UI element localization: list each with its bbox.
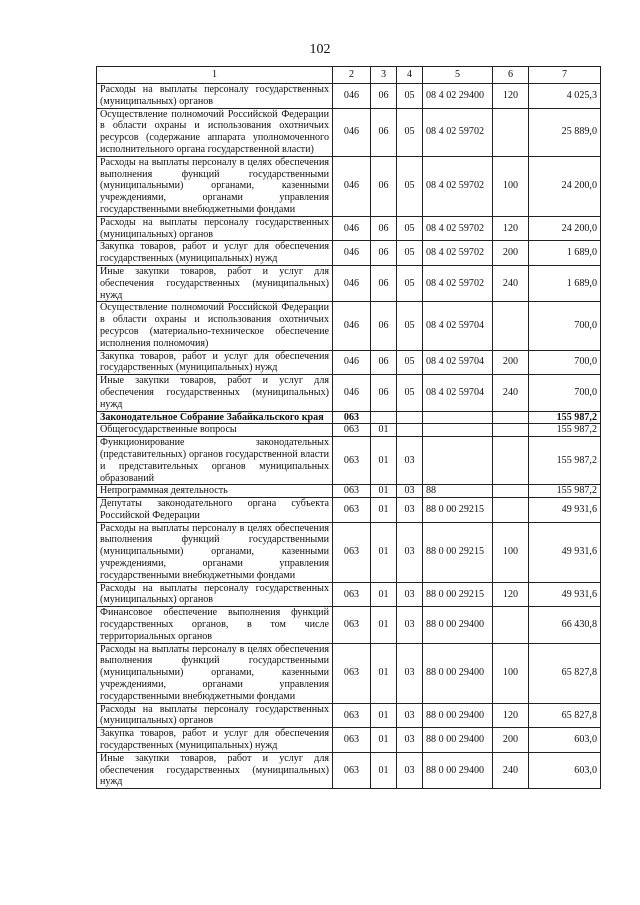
row-amount-cell: 24 200,0 <box>529 156 601 216</box>
row-expense-type-cell: 200 <box>493 241 529 266</box>
row-target-article-cell: 88 0 00 29400 <box>423 728 493 753</box>
row-name-cell: Закупка товаров, работ и услуг для обеспечения государственных (муниципальных) нужд <box>97 241 333 266</box>
row-expense-type-cell: 100 <box>493 522 529 582</box>
row-grbs-cell: 063 <box>333 643 371 703</box>
row-amount-cell: 603,0 <box>529 728 601 753</box>
row-target-article-cell: 08 4 02 59702 <box>423 216 493 241</box>
header-cell: 1 <box>97 67 333 84</box>
row-subsection-cell: 05 <box>397 156 423 216</box>
row-section-cell: 06 <box>371 350 397 375</box>
row-name-cell: Законодательное Собрание Забайкальского края <box>97 411 333 424</box>
row-target-article-cell: 08 4 02 59702 <box>423 156 493 216</box>
row-target-article-cell <box>423 437 493 485</box>
header-cell: 6 <box>493 67 529 84</box>
row-subsection-cell <box>397 411 423 424</box>
row-amount-cell: 25 889,0 <box>529 108 601 156</box>
row-expense-type-cell: 120 <box>493 582 529 607</box>
row-expense-type-cell <box>493 302 529 350</box>
row-subsection-cell: 03 <box>397 437 423 485</box>
row-name-cell: Общегосударственные вопросы <box>97 424 333 437</box>
row-target-article-cell: 88 0 00 29400 <box>423 703 493 728</box>
row-section-cell: 06 <box>371 265 397 301</box>
row-name-cell: Непрограммная деятельность <box>97 485 333 498</box>
row-subsection-cell: 03 <box>397 522 423 582</box>
table-row <box>97 728 601 753</box>
row-grbs-cell: 063 <box>333 582 371 607</box>
row-amount-cell: 65 827,8 <box>529 703 601 728</box>
row-target-article-cell: 08 4 02 59702 <box>423 265 493 301</box>
row-expense-type-cell: 200 <box>493 350 529 375</box>
row-expense-type-cell <box>493 411 529 424</box>
row-amount-cell: 4 025,3 <box>529 84 601 109</box>
header-cell: 7 <box>529 67 601 84</box>
table-row <box>97 485 601 498</box>
row-grbs-cell: 046 <box>333 350 371 375</box>
row-section-cell: 06 <box>371 156 397 216</box>
row-amount-cell: 1 689,0 <box>529 241 601 266</box>
row-section-cell: 01 <box>371 485 397 498</box>
row-expense-type-cell: 120 <box>493 84 529 109</box>
table-row <box>97 216 601 241</box>
table-row <box>97 84 601 109</box>
row-subsection-cell: 03 <box>397 485 423 498</box>
row-expense-type-cell: 200 <box>493 728 529 753</box>
row-subsection-cell: 05 <box>397 216 423 241</box>
row-name-cell: Расходы на выплаты персоналу в целях обеспечения выполнения функций государственными (муниципальными) органами, казенными учреждениями, органами управления государственными внебюджетными фондами <box>97 156 333 216</box>
table-row <box>97 156 601 216</box>
table-row <box>97 522 601 582</box>
row-section-cell: 06 <box>371 375 397 411</box>
row-section-cell: 01 <box>371 607 397 643</box>
row-amount-cell: 49 931,6 <box>529 522 601 582</box>
row-grbs-cell: 063 <box>333 498 371 523</box>
row-amount-cell: 155 987,2 <box>529 437 601 485</box>
table-row <box>97 607 601 643</box>
row-expense-type-cell: 240 <box>493 752 529 788</box>
table-row <box>97 411 601 424</box>
row-amount-cell: 700,0 <box>529 350 601 375</box>
row-name-cell: Функционирование законодательных (представительных) органов государственной власти и представительных органов муниципальных образований <box>97 437 333 485</box>
row-expense-type-cell: 240 <box>493 375 529 411</box>
header-cell: 3 <box>371 67 397 84</box>
row-amount-cell: 700,0 <box>529 302 601 350</box>
row-name-cell: Иные закупки товаров, работ и услуг для обеспечения государственных (муниципальных) нужд <box>97 265 333 301</box>
row-name-cell: Расходы на выплаты персоналу государственных (муниципальных) органов <box>97 84 333 109</box>
row-grbs-cell: 063 <box>333 728 371 753</box>
table-row <box>97 424 601 437</box>
row-grbs-cell: 063 <box>333 703 371 728</box>
row-section-cell: 01 <box>371 643 397 703</box>
row-expense-type-cell <box>493 108 529 156</box>
row-subsection-cell: 05 <box>397 84 423 109</box>
row-target-article-cell: 88 0 00 29215 <box>423 498 493 523</box>
row-grbs-cell: 046 <box>333 84 371 109</box>
row-amount-cell: 155 987,2 <box>529 424 601 437</box>
row-target-article-cell: 08 4 02 59702 <box>423 108 493 156</box>
row-amount-cell: 65 827,8 <box>529 643 601 703</box>
row-amount-cell: 66 430,8 <box>529 607 601 643</box>
row-subsection-cell: 05 <box>397 302 423 350</box>
row-target-article-cell: 08 4 02 29400 <box>423 84 493 109</box>
row-target-article-cell: 88 0 00 29400 <box>423 752 493 788</box>
row-section-cell: 06 <box>371 241 397 266</box>
row-subsection-cell: 03 <box>397 728 423 753</box>
header-cell: 2 <box>333 67 371 84</box>
row-subsection-cell: 03 <box>397 643 423 703</box>
row-grbs-cell: 063 <box>333 485 371 498</box>
row-target-article-cell: 08 4 02 59704 <box>423 350 493 375</box>
row-amount-cell: 1 689,0 <box>529 265 601 301</box>
row-amount-cell: 700,0 <box>529 375 601 411</box>
row-grbs-cell: 063 <box>333 522 371 582</box>
row-grbs-cell: 046 <box>333 241 371 266</box>
row-amount-cell: 603,0 <box>529 752 601 788</box>
row-name-cell: Расходы на выплаты персоналу государственных (муниципальных) органов <box>97 216 333 241</box>
row-section-cell: 01 <box>371 752 397 788</box>
row-target-article-cell: 88 0 00 29215 <box>423 522 493 582</box>
row-target-article-cell: 88 <box>423 485 493 498</box>
table-row <box>97 265 601 301</box>
table-row <box>97 350 601 375</box>
row-target-article-cell <box>423 424 493 437</box>
row-section-cell: 01 <box>371 437 397 485</box>
table-row <box>97 375 601 411</box>
row-name-cell: Закупка товаров, работ и услуг для обеспечения государственных (муниципальных) нужд <box>97 350 333 375</box>
row-name-cell: Финансовое обеспечение выполнения функций государственных органов, в том числе территориальных органов <box>97 607 333 643</box>
row-section-cell <box>371 411 397 424</box>
row-target-article-cell: 08 4 02 59704 <box>423 302 493 350</box>
row-subsection-cell: 05 <box>397 375 423 411</box>
table-row <box>97 302 601 350</box>
table-row <box>97 752 601 788</box>
row-subsection-cell: 05 <box>397 241 423 266</box>
row-subsection-cell: 03 <box>397 752 423 788</box>
row-target-article-cell: 88 0 00 29400 <box>423 643 493 703</box>
row-grbs-cell: 063 <box>333 752 371 788</box>
row-name-cell: Закупка товаров, работ и услуг для обеспечения государственных (муниципальных) нужд <box>97 728 333 753</box>
row-section-cell: 01 <box>371 728 397 753</box>
row-name-cell: Расходы на выплаты персоналу государственных (муниципальных) органов <box>97 582 333 607</box>
row-section-cell: 01 <box>371 424 397 437</box>
row-subsection-cell: 05 <box>397 265 423 301</box>
row-target-article-cell: 88 0 00 29400 <box>423 607 493 643</box>
row-section-cell: 06 <box>371 108 397 156</box>
row-name-cell: Расходы на выплаты персоналу государственных (муниципальных) органов <box>97 703 333 728</box>
table-row <box>97 437 601 485</box>
row-section-cell: 06 <box>371 84 397 109</box>
row-target-article-cell: 88 0 00 29215 <box>423 582 493 607</box>
row-amount-cell: 155 987,2 <box>529 411 601 424</box>
row-grbs-cell: 063 <box>333 411 371 424</box>
row-grbs-cell: 046 <box>333 108 371 156</box>
row-amount-cell: 155 987,2 <box>529 485 601 498</box>
row-section-cell: 01 <box>371 522 397 582</box>
header-row <box>97 67 601 84</box>
row-name-cell: Депутаты законодательного органа субъекта Российской Федерации <box>97 498 333 523</box>
row-name-cell: Осуществление полномочий Российской Федерации в области охраны и использования охотничьих ресурсов (содержание аппарата уполномоченного исполнительного органа государственной власти) <box>97 108 333 156</box>
header-cell: 4 <box>397 67 423 84</box>
row-section-cell: 06 <box>371 302 397 350</box>
row-name-cell: Иные закупки товаров, работ и услуг для обеспечения государственных (муниципальных) нужд <box>97 752 333 788</box>
row-target-article-cell <box>423 411 493 424</box>
table-row <box>97 108 601 156</box>
row-subsection-cell: 03 <box>397 607 423 643</box>
row-subsection-cell: 05 <box>397 350 423 375</box>
row-subsection-cell: 03 <box>397 703 423 728</box>
table-row <box>97 498 601 523</box>
row-name-cell: Расходы на выплаты персоналу в целях обеспечения выполнения функций государственными (муниципальными) органами, казенными учреждениями, органами управления государственными внебюджетными фондами <box>97 522 333 582</box>
row-section-cell: 01 <box>371 498 397 523</box>
table-row <box>97 703 601 728</box>
row-grbs-cell: 046 <box>333 156 371 216</box>
row-target-article-cell: 08 4 02 59702 <box>423 241 493 266</box>
row-expense-type-cell: 100 <box>493 156 529 216</box>
row-grbs-cell: 046 <box>333 216 371 241</box>
table-row <box>97 643 601 703</box>
row-amount-cell: 49 931,6 <box>529 498 601 523</box>
row-expense-type-cell: 120 <box>493 703 529 728</box>
row-amount-cell: 49 931,6 <box>529 582 601 607</box>
row-subsection-cell: 05 <box>397 108 423 156</box>
row-name-cell: Иные закупки товаров, работ и услуг для обеспечения государственных (муниципальных) нужд <box>97 375 333 411</box>
row-amount-cell: 24 200,0 <box>529 216 601 241</box>
row-section-cell: 06 <box>371 216 397 241</box>
row-expense-type-cell <box>493 485 529 498</box>
row-grbs-cell: 046 <box>333 265 371 301</box>
row-name-cell: Осуществление полномочий Российской Федерации в области охраны и использования охотничьих ресурсов (материально-техническое обеспечение исполнения полномочия) <box>97 302 333 350</box>
page-number: 102 <box>309 42 331 57</box>
row-name-cell: Расходы на выплаты персоналу в целях обеспечения выполнения функций государственными (муниципальными) органами, казенными учреждениями, органами управления государственными внебюджетными фондами <box>97 643 333 703</box>
row-grbs-cell: 046 <box>333 375 371 411</box>
row-subsection-cell: 03 <box>397 582 423 607</box>
row-expense-type-cell <box>493 607 529 643</box>
row-grbs-cell: 063 <box>333 607 371 643</box>
header-cell: 5 <box>423 67 493 84</box>
row-grbs-cell: 063 <box>333 424 371 437</box>
row-subsection-cell <box>397 424 423 437</box>
row-expense-type-cell: 100 <box>493 643 529 703</box>
row-expense-type-cell <box>493 437 529 485</box>
row-target-article-cell: 08 4 02 59704 <box>423 375 493 411</box>
row-section-cell: 01 <box>371 582 397 607</box>
row-section-cell: 01 <box>371 703 397 728</box>
row-expense-type-cell: 120 <box>493 216 529 241</box>
table-row <box>97 241 601 266</box>
budget-table <box>96 66 601 789</box>
row-subsection-cell: 03 <box>397 498 423 523</box>
row-expense-type-cell <box>493 498 529 523</box>
row-expense-type-cell <box>493 424 529 437</box>
row-grbs-cell: 063 <box>333 437 371 485</box>
row-expense-type-cell: 240 <box>493 265 529 301</box>
row-grbs-cell: 046 <box>333 302 371 350</box>
table-row <box>97 582 601 607</box>
